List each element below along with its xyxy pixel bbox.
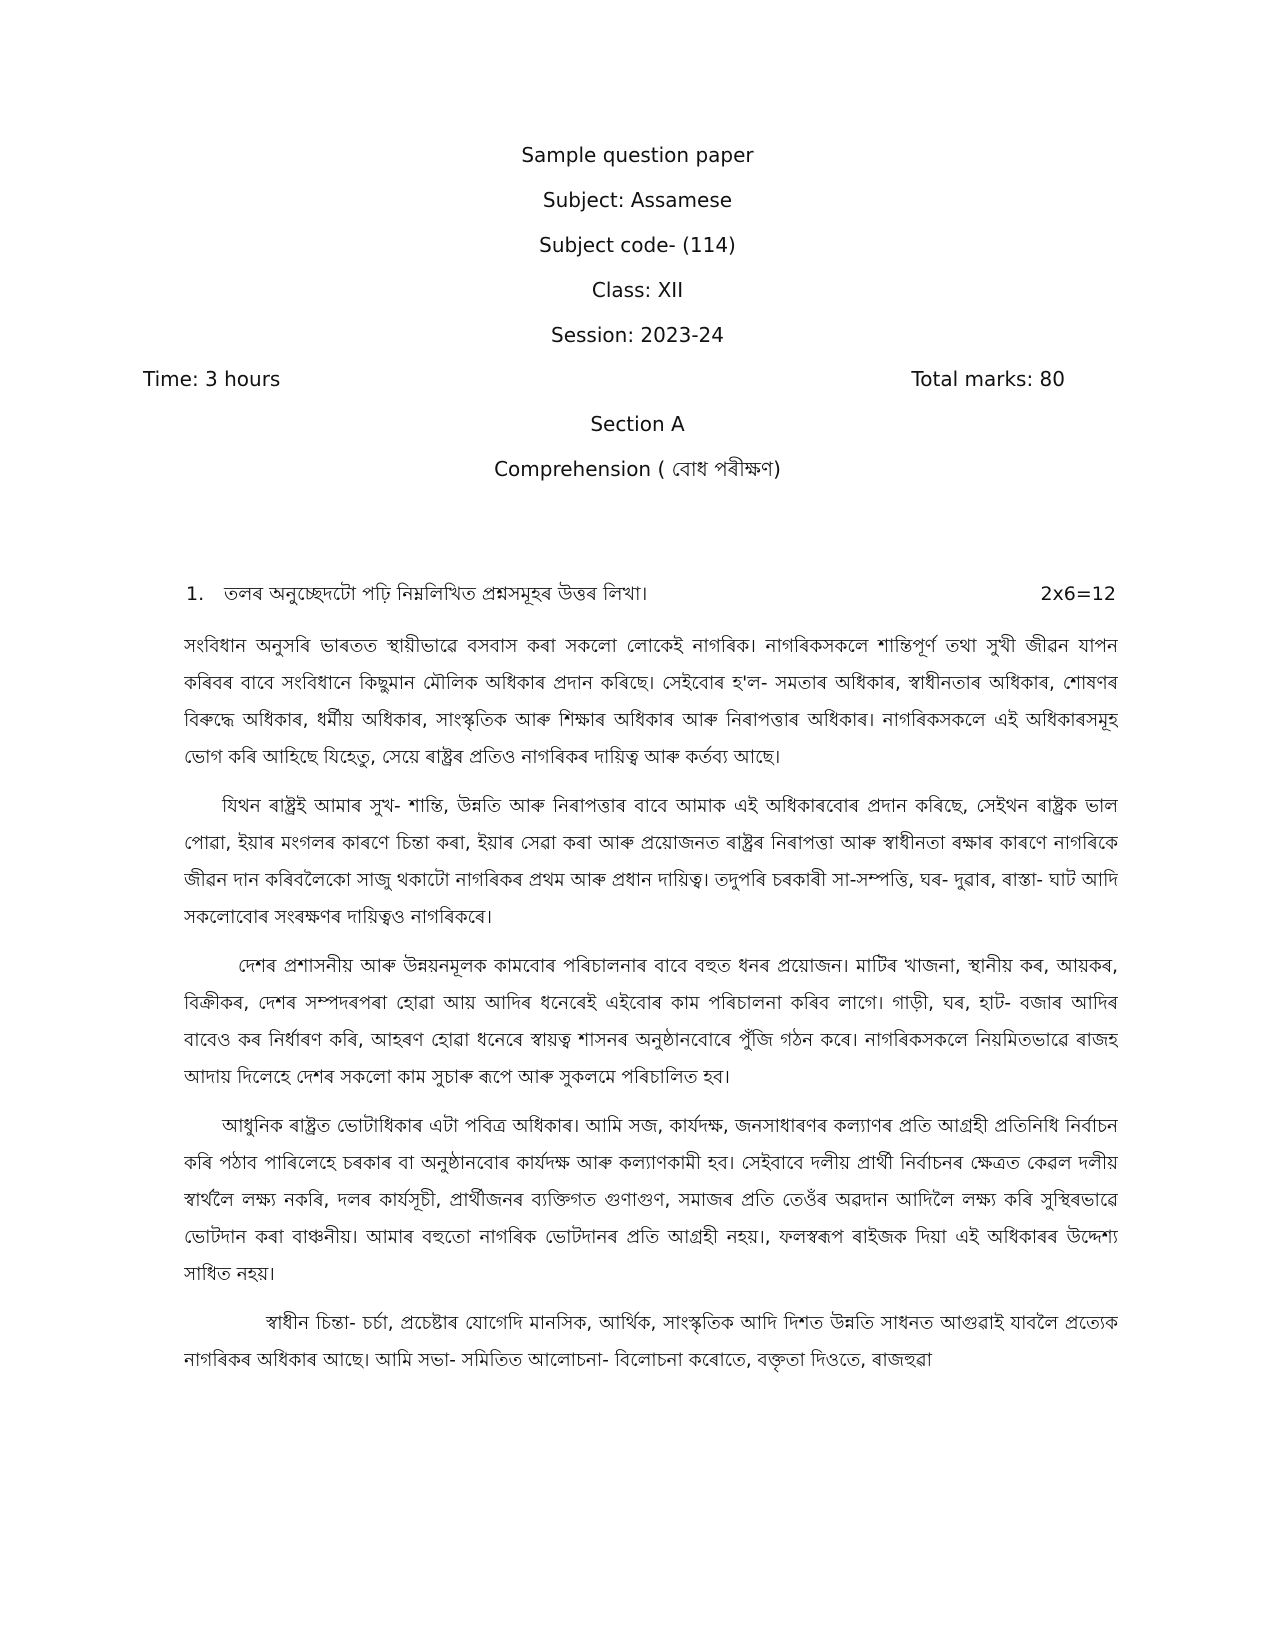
comprehension-passage [184,628,1118,1468]
subject-code-label: Subject code- (114) [539,233,736,257]
time-label: Time: 3 hours [143,367,281,391]
passage-paragraph-3: দেশৰ প্ৰশাসনীয় আৰু উন্নয়নমূলক কামবোৰ পৰিচালনাৰ বাবে বহুত ধনৰ প্ৰয়োজন। মাটিৰ খাজনা, স্থানীয় কৰ, আয়কৰ, বিক্ৰীকৰ, দেশৰ সম্পদৰপৰা হোৱা আয় আদিৰ ধনেৰেই এইবোৰ কাম পৰিচালনা কৰিব লাগে। গাড়ী, ঘৰ, হাট- বজাৰ আদিৰ বাবেও কৰ নিৰ্ধাৰণ কৰি, আহৰণ হোৱা ধনেৰে স্বায়ত্ব শাসনৰ অনুষ্ঠানবোৰে পুঁজি গঠন কৰে। নাগৰিকসকলে নিয়মিতভাৱে ৰাজহ আদায় দিলেহে দেশৰ সকলো কাম সুচাৰু ৰূপে আৰু সুকলমে পৰিচালিত হব। [184,956,1118,1088]
question-1 [186,580,1116,608]
total-marks-label: Total marks: 80 [911,367,1065,391]
time-marks-row [143,365,1065,393]
question-number: 1. [186,583,205,605]
passage-paragraph-4: আধুনিক ৰাষ্ট্ৰত ভোটাধিকাৰ এটা পবিত্ৰ অধিকাৰ। আমি সজ, কাৰ্যদক্ষ, জনসাধাৰণৰ কল্যাণৰ প্ৰতি আগ্ৰহী প্ৰতিনিধি নিৰ্বাচন কৰি পঠাব পাৰিলেহে চৰকাৰ বা অনুষ্ঠানবোৰ কাৰ্যদক্ষ আৰু কল্যাণকামী হব। সেইবাবে দলীয় প্ৰাৰ্থী নিৰ্বাচনৰ ক্ষেত্ৰত কেৱল দলীয় স্বাৰ্থলৈ লক্ষ্য নকৰি, দলৰ কাৰ্যসূচী, প্ৰাৰ্থীজনৰ ব্যক্তিগত গুণাগুণ, সমাজৰ প্ৰতি তেওঁৰ অৱদান আদিলৈ লক্ষ্য কৰি সুস্থিৰভাৱে ভোটদান কৰা বাঞ্চনীয়। আমাৰ বহুতো নাগৰিক ভোটদানৰ প্ৰতি আগ্ৰহী নহয়।, ফলস্বৰূপ ৰাইজক দিয়া এই অধিকাৰৰ উদ্দেশ্য সাধিত নহয়। [184,1116,1118,1285]
session-label: Session: 2023-24 [551,323,724,347]
passage-paragraph-1: সংবিধান অনুসৰি ভাৰতত স্থায়ীভাৱে বসবাস কৰা সকলো লোকেই নাগৰিক। নাগৰিকসকলে শান্তিপূৰ্ণ তথা সুখী জীৱন যাপন কৰিবৰ বাবে সংবিধানে কিছুমান মৌলিক অধিকাৰ প্ৰদান কৰিছে। সেইবোৰ হ'ল- সমতাৰ অধিকাৰ, স্বাধীনতাৰ অধিকাৰ, শোষণৰ বিৰুদ্ধে অধিকাৰ, ধৰ্মীয় অধিকাৰ, সাংস্কৃতিক আৰু শিক্ষাৰ অধিকাৰ আৰু নিৰাপত্তাৰ অধিকাৰ। নাগৰিকসকলে এই অধিকাৰসমূহ ভোগ কৰি আহিছে যিহেতু, সেয়ে ৰাষ্ট্ৰৰ প্ৰতিও নাগৰিকৰ দায়িত্ব আৰু কৰ্তব্য আছে। [184,636,1118,768]
question-marks: 2x6=12 [1040,583,1116,605]
section-heading: Section A [590,412,685,436]
subject-label: Subject: Assamese [542,188,733,212]
question-instruction: তলৰ অনুচ্ছেদটো পঢ়ি নিম্নলিখিত প্ৰশ্নসমূহৰ উত্তৰ লিখা। [224,583,648,605]
section-subtitle: Comprehension ( বোধ পৰীক্ষণ) [494,457,781,481]
passage-paragraph-5: স্বাধীন চিন্তা- চৰ্চা, প্ৰচেষ্টাৰ যোগেদি মানসিক, আৰ্থিক, সাংস্কৃতিক আদি দিশত উন্নতি সাধনত আগুৱাই যাবলৈ প্ৰত্যেক নাগৰিকৰ অধিকাৰ আছে। আমি সভা- সমিতিত আলোচনা- বিলোচনা কৰোতে, বক্তৃতা দিওতে, ৰাজহুৱা [184,1313,1118,1371]
class-label: Class: XII [591,278,684,302]
passage-paragraph-2: যিথন ৰাষ্ট্ৰই আমাৰ সুখ- শান্তি, উন্নতি আৰু নিৰাপত্তাৰ বাবে আমাক এই অধিকাৰবোৰ প্ৰদান কৰিছে, সেইথন ৰাষ্ট্ৰক ভাল পোৱা, ইয়াৰ মংগলৰ কাৰণে চিন্তা কৰা, ইয়াৰ সেৱা কৰা আৰু প্ৰয়োজনত ৰাষ্ট্ৰৰ নিৰাপত্তা আৰু স্বাধীনতা ৰক্ষাৰ কাৰণে নাগৰিকে জীৱন দান কৰিবলৈকো সাজু থকাটো নাগৰিকৰ প্ৰথম আৰু প্ৰধান দায়িত্ব। তদুপৰি চৰকাৰী সা-সম্পত্তি, ঘৰ- দুৱাৰ, ৰাস্তা- ঘাট আদি সকলোবোৰ সংৰক্ষণৰ দায়িত্বও নাগৰিকৰে। [184,796,1118,928]
paper-title: Sample question paper [521,143,754,167]
